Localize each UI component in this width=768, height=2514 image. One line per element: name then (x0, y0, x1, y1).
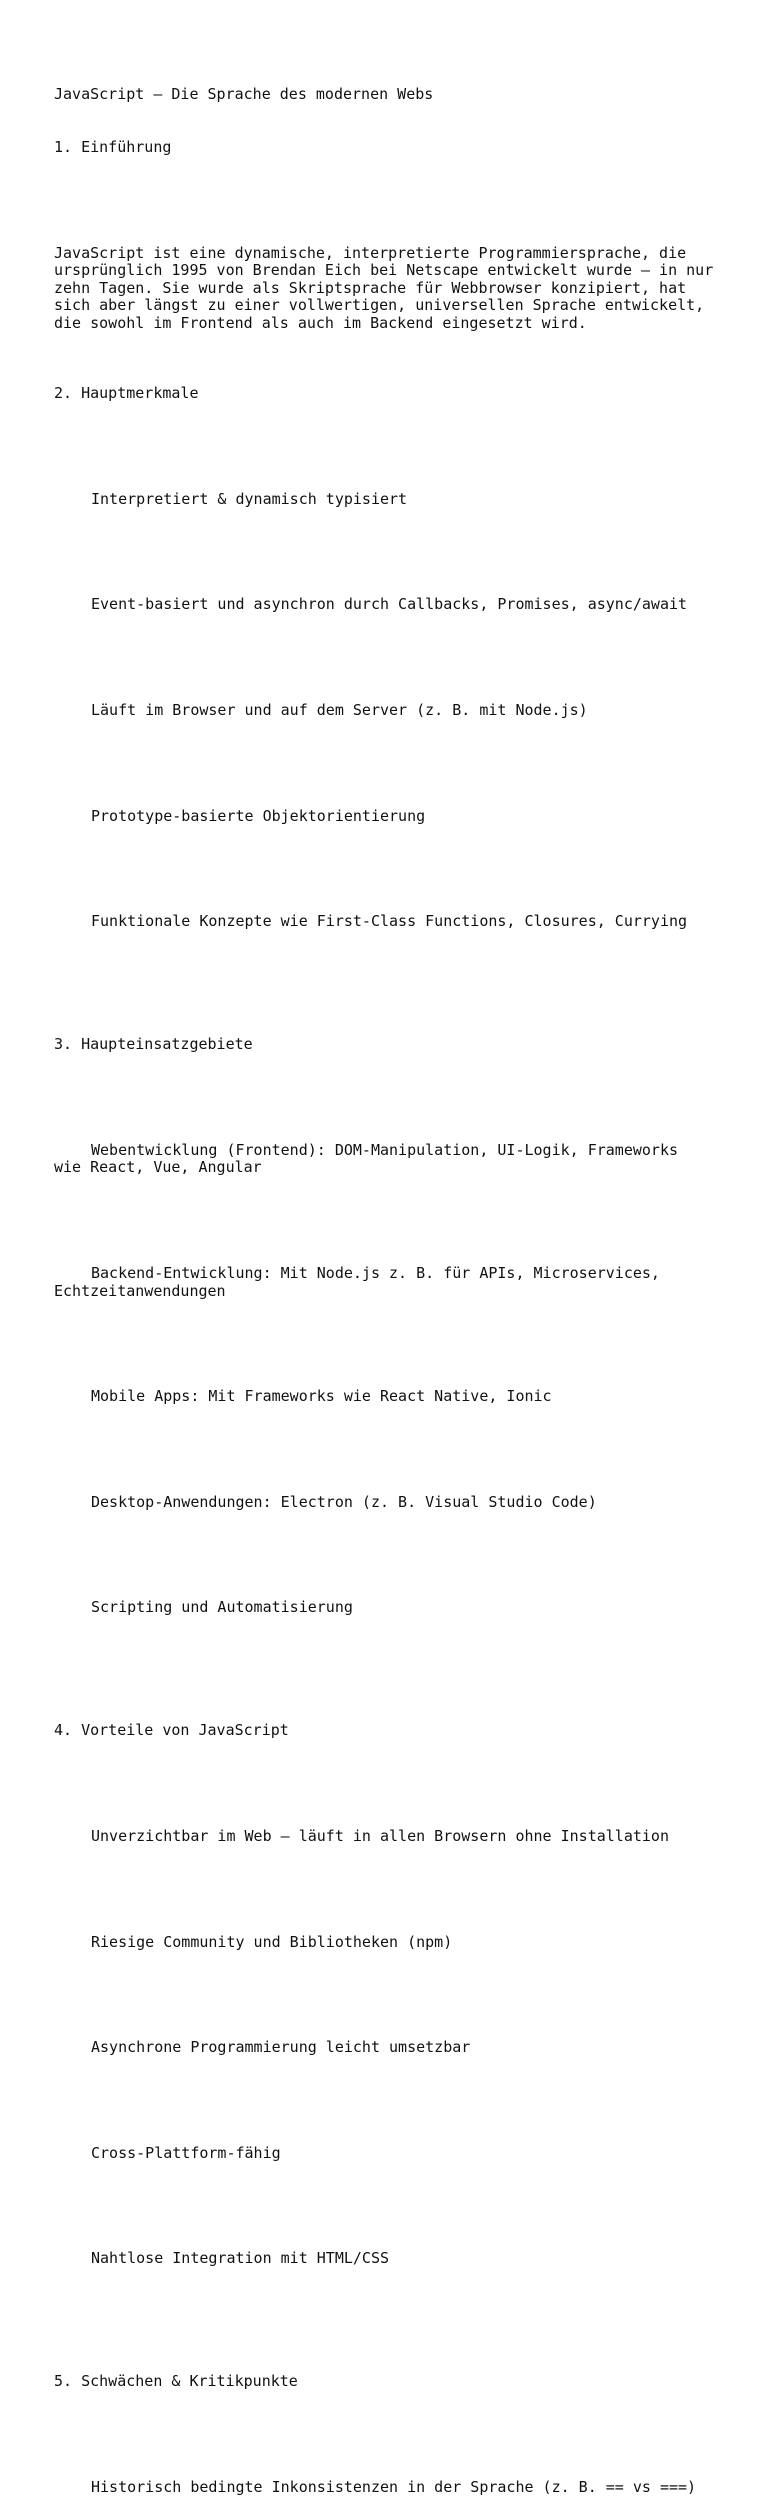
intro-paragraph: JavaScript ist eine dynamische, interpretierte Programmiersprache, die ursprünglich 1995 von Brendan Eich bei Netscape entwickelt wurde – in nur zehn Tagen. Sie wurde als Skriptsprache für Webbrowser konzipiert, hat sich aber längst zu einer vollwertigen, universellen Sprache entwickelt, die sowohl im Frontend als auch im Backend eingesetzt wird. (54, 243, 723, 332)
heading-weaknesses: 5. Schwächen & Kritikpunkte (54, 2372, 298, 2391)
list-item: Nahtlose Integration mit HTML/CSS (91, 2249, 390, 2268)
list-item: Prototype-basierte Objektorientierung (91, 806, 426, 825)
list-item: Läuft im Browser und auf dem Server (z. B. mit Node.js) (91, 700, 588, 719)
spacer (54, 966, 714, 984)
spacer (54, 2092, 714, 2110)
spacer (54, 2197, 714, 2215)
list-item: Cross-Plattform-fähig (91, 2143, 281, 2162)
document-title: JavaScript – Die Sprache des modernen Webs (54, 85, 434, 104)
heading-features: 2. Hauptmerkmale (54, 384, 199, 403)
list-item: Historisch bedingte Inkonsistenzen in der Sprache (z. B. == vs ===) (91, 2477, 697, 2496)
spacer (54, 1212, 714, 1230)
list-item: Scripting und Automatisierung (91, 1598, 353, 1617)
spacer (54, 1881, 714, 1899)
heading-usage: 3. Haupteinsatzgebiete (54, 1035, 253, 1054)
list-item: Funktionale Konzepte wie First-Class Functions, Closures, Currying (91, 912, 688, 931)
document-page (54, 51, 723, 2514)
spacer (54, 649, 714, 667)
heading-advantages: 4. Vorteile von JavaScript (54, 1721, 289, 1740)
list-item: Backend-Entwicklung: Mit Node.js z. B. für APIs, Microservices, Echtzeitanwendungen (54, 1263, 669, 1300)
heading-intro: 1. Einführung (54, 137, 172, 156)
spacer (54, 1335, 714, 1353)
spacer (54, 1986, 714, 2004)
list-item: Interpretiert & dynamisch typisiert (91, 489, 408, 508)
spacer (54, 1652, 714, 1670)
spacer (54, 2303, 714, 2321)
spacer (54, 1089, 714, 1107)
spacer (54, 1775, 714, 1793)
list-item: Event-basiert und asynchron durch Callbacks, Promises, async/await (91, 595, 688, 614)
spacer (54, 860, 714, 878)
spacer (54, 755, 714, 773)
spacer (54, 2426, 714, 2444)
spacer (54, 544, 714, 562)
spacer (54, 1546, 714, 1564)
spacer (54, 1441, 714, 1459)
list-item: Asynchrone Programmierung leicht umsetzbar (91, 2038, 471, 2057)
list-item: Unverzichtbar im Web – läuft in allen Browsern ohne Installation (91, 1826, 669, 1845)
list-item: Mobile Apps: Mit Frameworks wie React Native, Ionic (91, 1387, 552, 1406)
list-item: Riesige Community und Bibliotheken (npm) (91, 1932, 453, 1951)
list-item: Desktop-Anwendungen: Electron (z. B. Visual Studio Code) (91, 1492, 597, 1511)
spacer (54, 438, 714, 456)
spacer (54, 192, 714, 210)
list-item: Webentwicklung (Frontend): DOM-Manipulation, UI-Logik, Frameworks wie React, Vue, Angular (54, 1140, 688, 1177)
